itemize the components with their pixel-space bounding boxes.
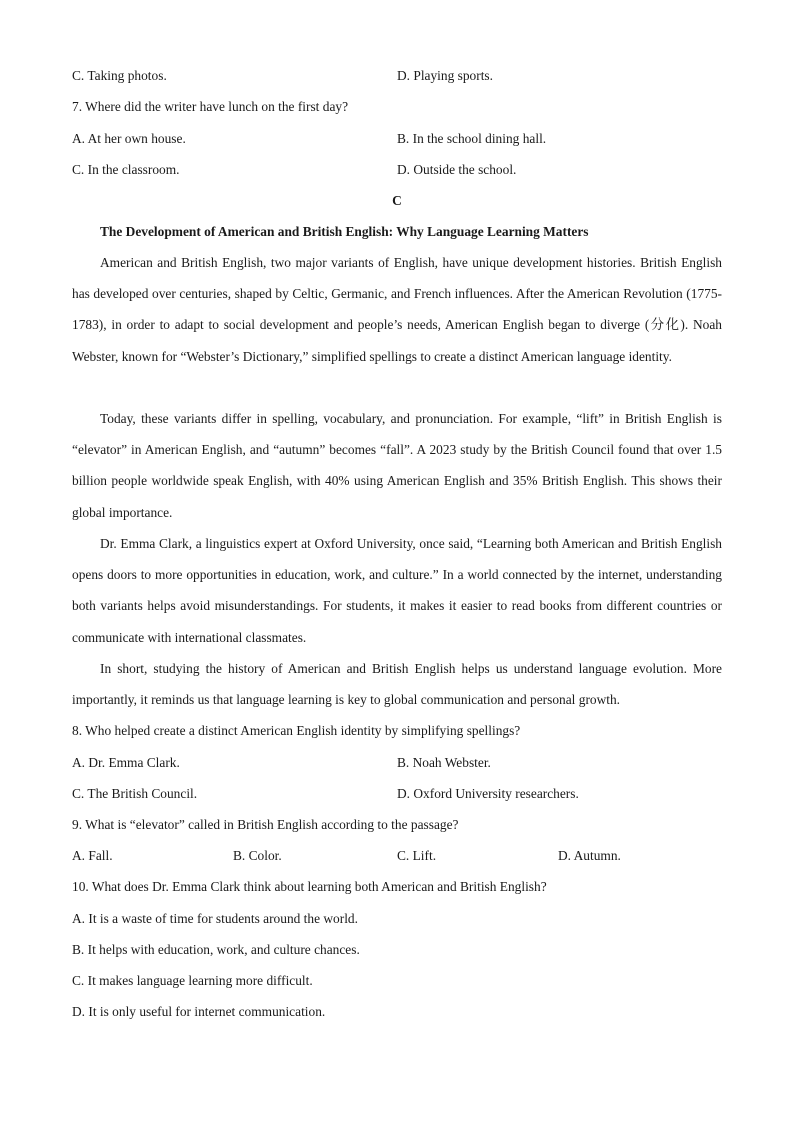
passage-paragraph-1: American and British English, two major variants of English, have unique development histories. British English has developed over centuries, shaped by Celtic, Germanic, and French influences. After the American Revolution (1775-1783), in order to adapt to social development and people’s needs, American English began to diverge (分化). Noah Webster, known for “Webster’s Dictionary,” simplified spellings to create a distinct American language identity. (72, 255, 722, 364)
q7-option-b: B. In the school dining hall. (397, 131, 547, 146)
q6-option-c: C. Taking photos. (72, 68, 167, 83)
q8-option-b: B. Noah Webster. (397, 755, 491, 770)
q10-option-d: D. It is only useful for internet communication. (72, 1004, 326, 1019)
q8-question: 8. Who helped create a distinct American English identity by simplifying spellings? (72, 723, 521, 738)
q8-option-c: C. The British Council. (72, 786, 198, 801)
q7-option-a: A. At her own house. (72, 131, 186, 146)
q8-option-a: A. Dr. Emma Clark. (72, 755, 180, 770)
q10-option-c: C. It makes language learning more difficult. (72, 973, 313, 988)
q7-question: 7. Where did the writer have lunch on the first day? (72, 99, 349, 114)
q7-option-c: C. In the classroom. (72, 162, 180, 177)
passage-paragraph-4: In short, studying the history of American and British English helps us understand language evolution. More importantly, it reminds us that language learning is key to global communication and personal growth. (72, 661, 722, 708)
q10-option-b: B. It helps with education, work, and culture chances. (72, 942, 360, 957)
q10-question: 10. What does Dr. Emma Clark think about learning both American and British English? (72, 879, 547, 894)
passage-title: The Development of American and British English: Why Language Learning Matters (100, 224, 589, 239)
q10-option-a: A. It is a waste of time for students around the world. (72, 911, 358, 926)
q9-option-b: B. Color. (233, 848, 282, 863)
q7-option-d: D. Outside the school. (397, 162, 517, 177)
q8-option-d: D. Oxford University researchers. (397, 786, 579, 801)
section-letter: C (392, 193, 402, 208)
q9-option-c: C. Lift. (397, 848, 437, 863)
passage-paragraph-3: Dr. Emma Clark, a linguistics expert at Oxford University, once said, “Learning both American and British English opens doors to more opportunities in education, work, and culture.” In a world connected by the internet, understanding both variants helps avoid misunderstandings. For students, it makes it easier to read books from different countries or communicate with international classmates. (72, 536, 722, 645)
q9-question: 9. What is “elevator” called in British English according to the passage? (72, 817, 459, 832)
q9-option-a: A. Fall. (72, 848, 113, 863)
q6-option-d: D. Playing sports. (397, 68, 493, 83)
q9-option-d: D. Autumn. (558, 848, 621, 863)
passage-paragraph-2: Today, these variants differ in spelling, vocabulary, and pronunciation. For example, “lift” in British English is “elevator” in American English, and “autumn” becomes “fall”. A 2023 study by the British Council found that over 1.5 billion people worldwide speak English, with 40% using American English and 35% British English. This shows their global importance. (72, 411, 722, 520)
